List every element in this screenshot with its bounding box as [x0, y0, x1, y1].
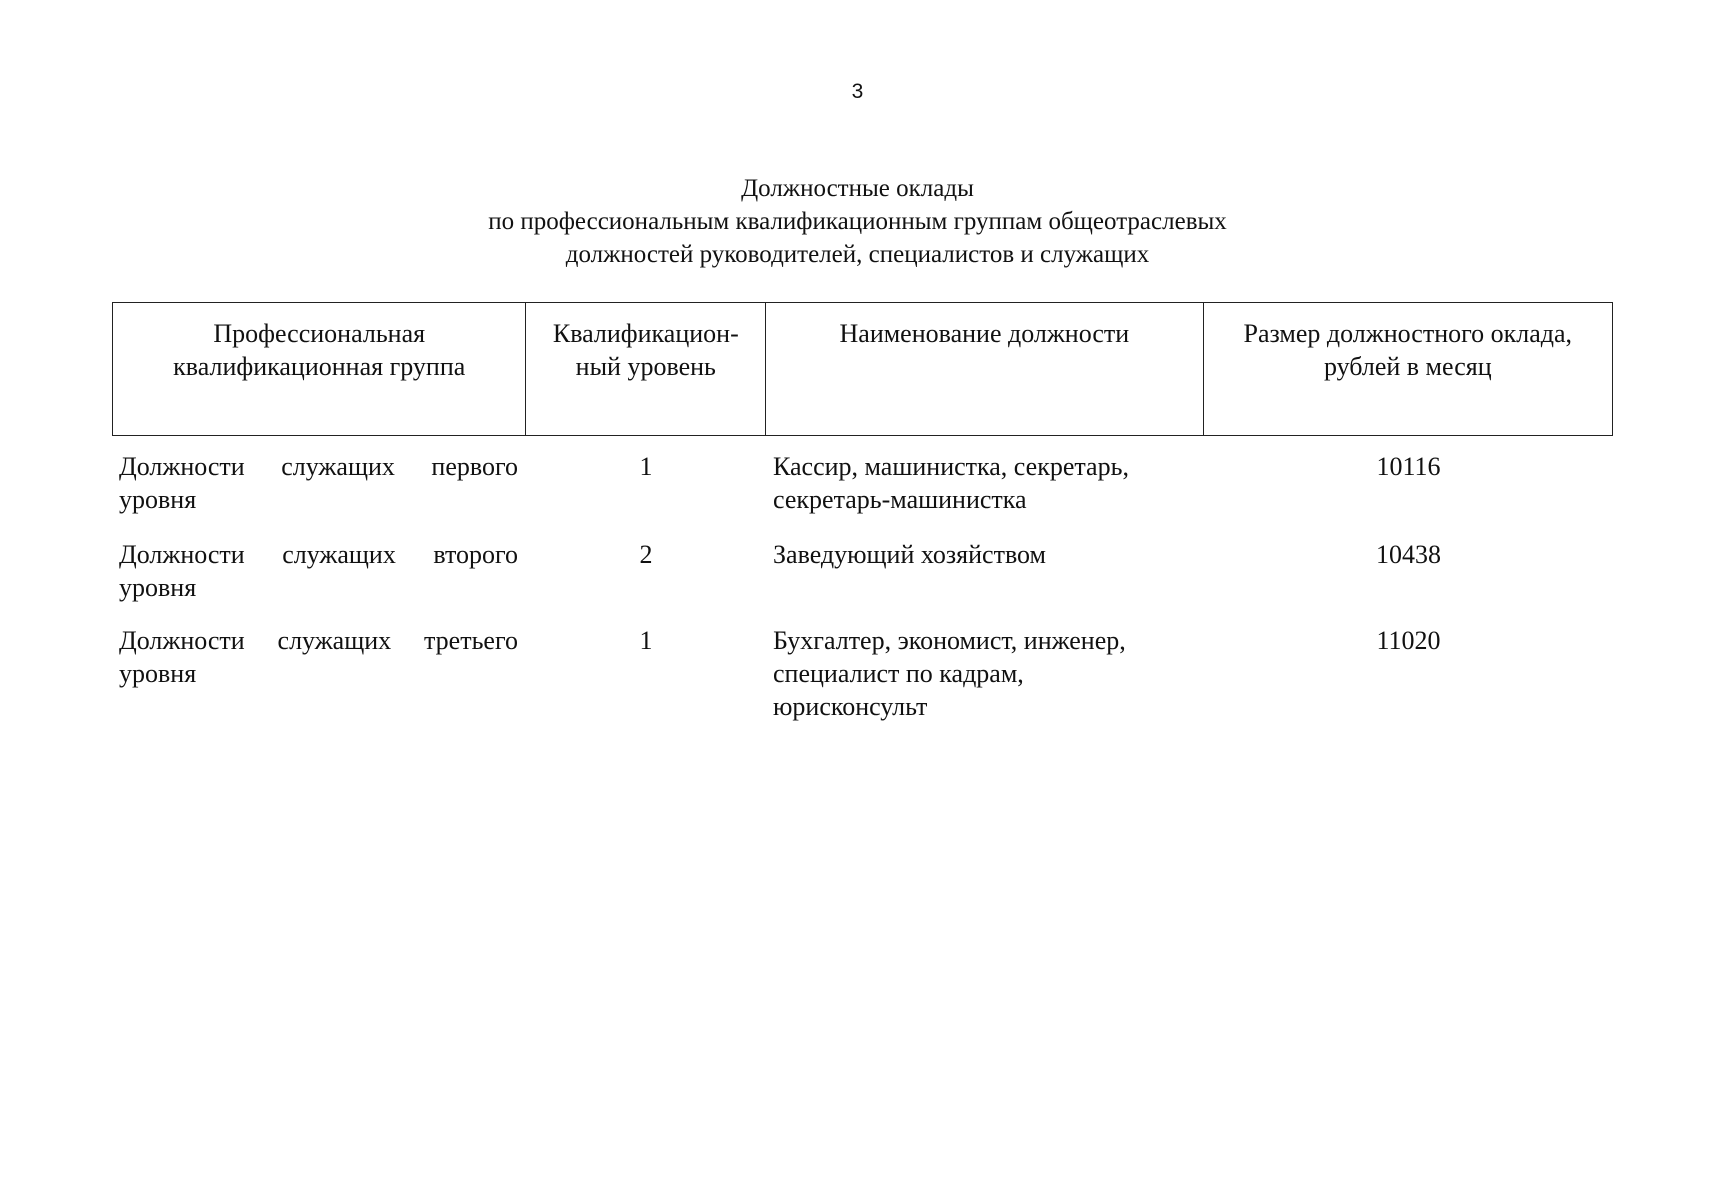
cell-level	[526, 538, 766, 624]
cell-position	[766, 624, 1204, 734]
group-text: Должности служащих второго	[119, 540, 518, 569]
cell-salary	[1204, 624, 1613, 734]
title-line-3: должностей руководителей, специалистов и служащих	[565, 241, 1150, 268]
group-text: уровня	[119, 659, 197, 688]
group-text: Должности служащих первого	[119, 452, 518, 481]
cell-salary	[1204, 450, 1613, 538]
group-text: Должности служащих третьего	[119, 626, 518, 655]
salary-text: 10116	[1376, 452, 1441, 481]
title-line-1: Должностные оклады	[741, 175, 974, 202]
position-text: секретарь-машинистка	[773, 485, 1027, 514]
header-text: Наименование должности	[839, 319, 1130, 348]
header-text: ный уровень	[575, 352, 716, 381]
group-text: уровня	[119, 485, 197, 514]
table-row	[112, 538, 1613, 624]
level-text: 1	[639, 626, 653, 655]
header-text: рублей в месяц	[1323, 352, 1492, 381]
cell-salary	[1204, 538, 1613, 624]
salary-text: 10438	[1376, 540, 1441, 569]
level-text: 1	[639, 452, 653, 481]
cell-position	[766, 450, 1204, 538]
position-text: юрисконсульт	[773, 692, 928, 721]
position-text: Кассир, машинистка, секретарь,	[773, 452, 1129, 481]
salary-text: 11020	[1376, 626, 1441, 655]
page-number: 3	[851, 80, 864, 103]
position-text: Заведующий хозяйством	[773, 540, 1046, 569]
header-text: Профессиональная	[213, 319, 426, 348]
header-text: Размер должностного оклада,	[1243, 319, 1573, 348]
header-professional-group	[113, 303, 526, 435]
cell-group	[112, 450, 526, 538]
cell-group	[112, 538, 526, 624]
table-header	[112, 302, 1613, 436]
table-body	[112, 450, 1613, 734]
header-text: Квалификацион-	[552, 319, 739, 348]
cell-position	[766, 538, 1204, 624]
header-position-name	[766, 303, 1203, 435]
title-line-2: по профессиональным квалификационным группам общеотраслевых	[488, 208, 1227, 235]
level-text: 2	[639, 540, 653, 569]
document-title	[0, 172, 1715, 271]
position-text: Бухгалтер, экономист, инженер,	[773, 626, 1126, 655]
cell-level	[526, 450, 766, 538]
header-salary	[1204, 303, 1612, 435]
position-text: специалист по кадрам,	[773, 659, 1024, 688]
group-text: уровня	[119, 573, 197, 602]
header-text: квалификационная группа	[173, 352, 466, 381]
table-row	[112, 624, 1613, 734]
cell-group	[112, 624, 526, 734]
header-qualification-level	[526, 303, 766, 435]
cell-level	[526, 624, 766, 734]
table-row	[112, 450, 1613, 538]
